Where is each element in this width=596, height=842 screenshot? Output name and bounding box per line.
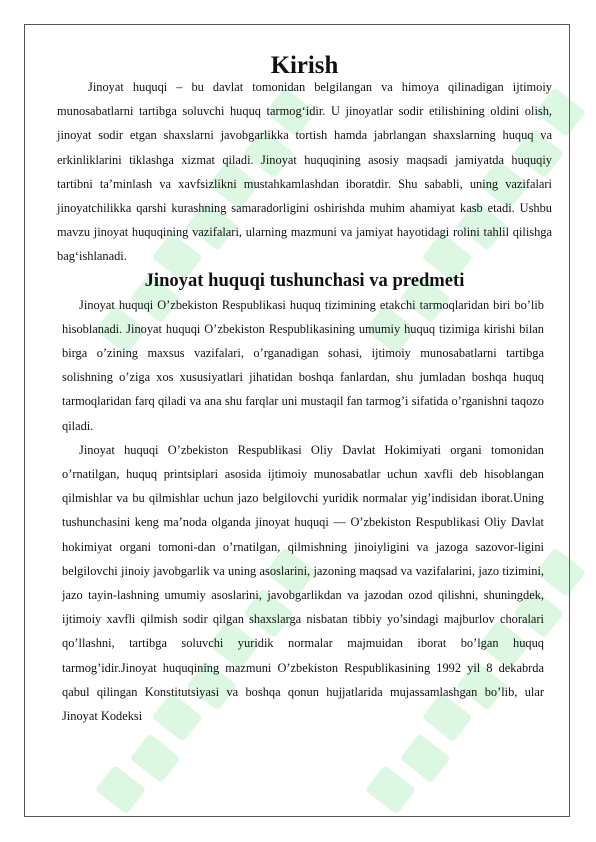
intro-paragraph: Jinoyat huquqi – bu davlat tomonidan belgilangan va himoya qilinadigan ijtimoiy munosabatlarni tartibga soluvchi huquq tarmog‘idir. U jinoyatlar sodir etilishining oldini olish, jinoyat sodir etgan shaxslarni javobgarlikka tortish hamda jabrlangan shaxslarning huquq va erkinliklarini tiklashga xizmat qiladi. Jinoyat huquqining asosiy maqsadi jamiyatda huquqiy tartibni ta’minlash va xavfsizlikni mustahkamlashdan iboratdir. Shu sababli, uning vazifalari jinoyatchilikka qarshi kurashning samaradorligini oshirishda muhim ahamiyat kasb etadi. Ushbu mavzu jinoyat huquqining vazifalari, ularning mazmuni va jamiyat hayotidagi rolini tahlil qilishga bag‘ishlanadi. <box>57 80 552 264</box>
document-body <box>57 52 552 728</box>
section-paragraph-2: Jinoyat huquqi O’zbekiston Respublikasi Oliy Davlat Hokimiyati organi tomonidan o’rnatilgan, huquq printsiplari asosida ijtimoiy munosabatlar uchun xavfli deb hisoblangan qilmishlar va bu qilmishlar uchun jazo belgilovchi yuridik normalar yig’indisidan iborat.Uning tushunchasini keng ma’noda olganda jinoyat huquqi — O’zbekiston Respublikasi Oliy Davlat hokimiyat organi tomoni-dan o’rnatilgan, qilmishning jinoiyligini va jazoga sazovor-ligini belgilovchi jinoiy javobgarlik va uning asoslarini, jazoning maqsad va vazifalarini, jazo tizimini, jazo tayin-lashning umumiy asoslarini, javobgarlikdan va jazodan ozod qilishni, shuningdek, ijtimoiy xavfli qilmish sodir qilgan shaxslarga nisbatan tibbiy yo’sindagi majburlov choralari qo’llashni, tartibga soluvchi yuridik normalar majmuidan iborat bo’lgan huquq tarmog’idir.Jinoyat huquqining mazmuni O’zbekiston Respublikasining 1992 yil 8 dekabrda qabul qilingan Konstitutsiyasi va boshqa qonun hujjatlarida mujassamlashgan bo’lib, ular Jinoyat Kodeksi <box>62 442 544 724</box>
section-title: Jinoyat huquqi tushunchasi va predmeti <box>144 269 465 291</box>
section-paragraph-1: Jinoyat huquqi O’zbekiston Respublikasi huquq tizimining etakchi tarmoqlaridan biri bo’lib hisoblanadi. Jinoyat huquqi O’zbekiston Respublikasining umumiy huquq tizimiga kirishi bilan birga o’zining maxsus vazifalari, o’rganadigan sohasi, ijtimoiy munosabatlarni tartibga solishning o’ziga xos xususiyatlari jihatidan boshqa fanlardan, shu jumladan boshqa huquq tarmoqlaridan farq qiladi va ana shu farqlar uni mustaqil fan tarmog’i sifatida o’rganishni taqozo qiladi. <box>62 297 544 433</box>
document-title: Kirish <box>270 52 339 79</box>
section-body <box>62 293 544 729</box>
